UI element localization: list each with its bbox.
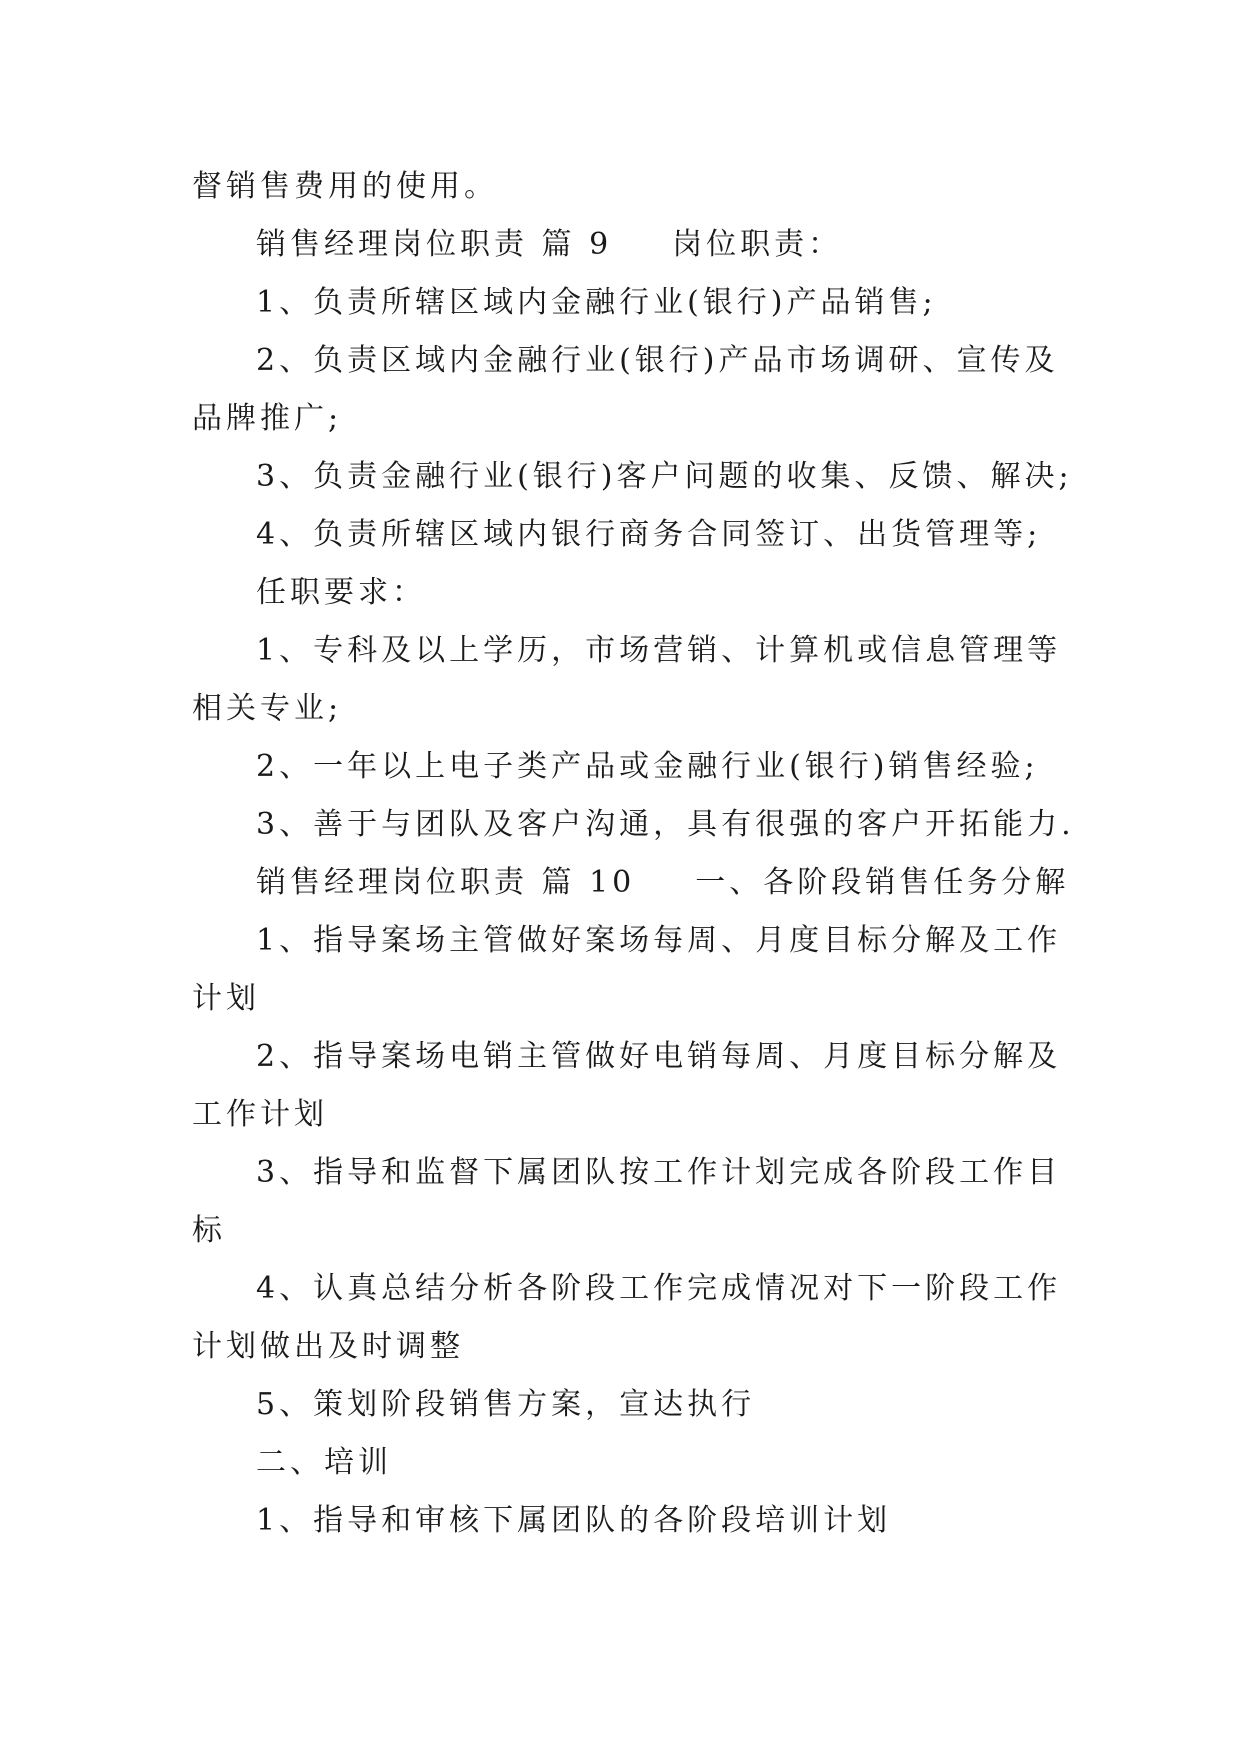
section-heading: 销售经理岗位职责 篇 9 xyxy=(256,227,613,262)
line-text: 2、一年以上电子类产品或金融行业(银行)销售经验; xyxy=(256,749,1039,784)
paragraph-line xyxy=(192,1028,1062,1086)
line-text: 计划 xyxy=(192,981,260,1016)
line-text: 任职要求： xyxy=(256,575,426,610)
line-text: 督销售费用的使用。 xyxy=(192,169,498,204)
section-subheading: 岗位职责： xyxy=(672,227,843,262)
line-text: 3、善于与团队及客户沟通，具有很强的客户开拓能力. xyxy=(256,807,1075,842)
line-text: 1、负责所辖区域内金融行业(银行)产品销售; xyxy=(256,285,937,320)
paragraph-line xyxy=(192,506,1052,564)
paragraph-line xyxy=(192,1202,1052,1260)
paragraph-line xyxy=(192,680,1052,738)
line-text: 工作计划 xyxy=(192,1097,328,1132)
paragraph-line xyxy=(192,912,1062,970)
line-text: 3、负责金融行业(银行)客户问题的收集、反馈、解决; xyxy=(256,459,1073,494)
line-text: 二、培训 xyxy=(256,1445,392,1480)
line-text: 1、指导和审核下属团队的各阶段培训计划 xyxy=(256,1503,892,1538)
paragraph-line xyxy=(192,158,1052,216)
paragraph-line xyxy=(192,1434,1052,1492)
paragraph-line xyxy=(192,622,1062,680)
line-text: 4、认真总结分析各阶段工作完成情况对下一阶段工作 xyxy=(256,1271,1062,1306)
line-text: 1、专科及以上学历，市场营销、计算机或信息管理等 xyxy=(256,633,1062,668)
paragraph-line xyxy=(192,1260,1062,1318)
section-heading-line xyxy=(192,854,1070,912)
paragraph-line xyxy=(192,274,1052,332)
paragraph-line xyxy=(192,390,1052,448)
line-text: 计划做出及时调整 xyxy=(192,1329,464,1364)
paragraph-line xyxy=(192,1376,1052,1434)
line-text: 相关专业; xyxy=(192,691,343,726)
line-text: 2、负责区域内金融行业(银行)产品市场调研、宣传及 xyxy=(256,343,1059,378)
line-text: 3、指导和监督下属团队按工作计划完成各阶段工作目 xyxy=(256,1155,1062,1190)
document-body xyxy=(192,158,1075,1550)
paragraph-line xyxy=(192,1086,1052,1144)
paragraph-line xyxy=(192,796,1075,854)
paragraph-line xyxy=(192,332,1059,390)
line-text: 2、指导案场电销主管做好电销每周、月度目标分解及 xyxy=(256,1039,1062,1074)
paragraph-line xyxy=(192,1144,1062,1202)
section-heading-line xyxy=(192,216,1052,274)
line-text: 品牌推广; xyxy=(192,401,343,436)
section-subheading: 一、各阶段销售任务分解 xyxy=(695,865,1070,900)
paragraph-line xyxy=(192,564,1052,622)
line-text: 标 xyxy=(192,1213,226,1248)
section-heading: 销售经理岗位职责 篇 10 xyxy=(256,865,636,900)
paragraph-line xyxy=(192,1492,1052,1550)
line-text: 4、负责所辖区域内银行商务合同签订、出货管理等; xyxy=(256,517,1042,552)
paragraph-line xyxy=(192,738,1052,796)
paragraph-line xyxy=(192,970,1052,1028)
line-text: 5、策划阶段销售方案，宣达执行 xyxy=(256,1387,756,1422)
line-text: 1、指导案场主管做好案场每周、月度目标分解及工作 xyxy=(256,923,1062,958)
paragraph-line xyxy=(192,1318,1052,1376)
paragraph-line xyxy=(192,448,1073,506)
